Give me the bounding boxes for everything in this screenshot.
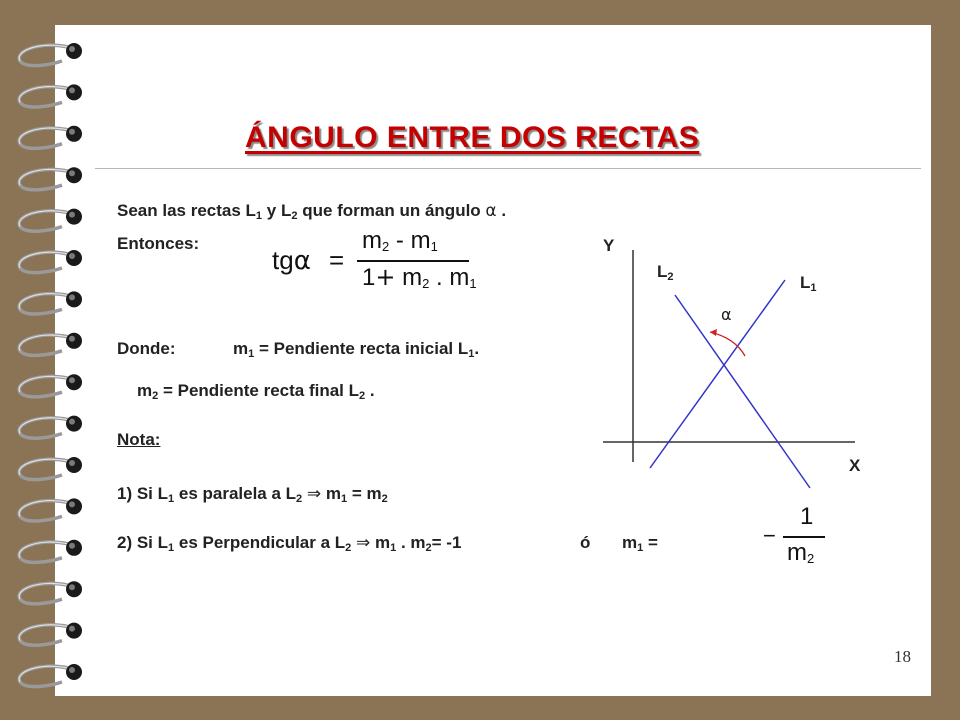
subscript: 2 xyxy=(425,542,432,554)
l-letter: L xyxy=(800,273,811,292)
subscript: 1 xyxy=(341,493,348,505)
m-var: m xyxy=(622,533,638,552)
x-axis-label: X xyxy=(849,456,861,475)
item-text: m xyxy=(370,533,391,552)
m-var: m xyxy=(233,339,249,358)
binding-ring xyxy=(19,333,82,356)
subscript: 2 xyxy=(381,493,388,505)
m1-equals xyxy=(622,533,658,553)
tangent-formula xyxy=(272,225,477,295)
m-var: m xyxy=(787,539,807,566)
def-text: = Pendiente recta inicial L xyxy=(254,339,469,358)
binding-ring xyxy=(19,250,82,273)
subscript: 1 xyxy=(390,542,397,554)
one-digit: 1 xyxy=(362,264,376,291)
binding-ring xyxy=(19,84,82,107)
binding-ring xyxy=(19,374,82,397)
minus-m1: - m xyxy=(389,227,431,254)
binding-ring xyxy=(19,581,82,604)
item-text: m xyxy=(321,484,341,503)
alpha-symbol: α xyxy=(485,201,497,221)
item-text: es Perpendicular a L xyxy=(174,533,346,552)
subscript: 2 xyxy=(422,276,430,291)
intro-text-1: Sean las rectas L xyxy=(117,201,256,220)
nota-label: Nota: xyxy=(117,430,161,449)
item-text: es paralela a L xyxy=(174,484,297,503)
page-title: ÁNGULO ENTRE DOS RECTAS xyxy=(245,121,700,154)
note-item-1 xyxy=(117,484,388,504)
tg-text: tg xyxy=(272,245,294,275)
subscript: 1 xyxy=(430,239,438,254)
l1-label xyxy=(800,273,817,293)
subscript: 2 xyxy=(807,551,815,566)
line-l1 xyxy=(650,280,785,468)
page-number: 18 xyxy=(894,647,911,666)
subscript: 1 xyxy=(637,542,644,554)
equals-sign: = xyxy=(329,245,345,275)
lines-diagram xyxy=(595,230,895,490)
formula-numerator xyxy=(362,227,438,255)
binding-ring xyxy=(19,209,82,232)
binding-ring xyxy=(19,416,82,439)
item-text: = -1 xyxy=(431,533,462,552)
binding-ring xyxy=(19,623,82,646)
m1-definition xyxy=(233,339,479,359)
item-text: = m xyxy=(347,484,382,503)
subscript: 2 xyxy=(296,493,303,505)
or-text: ó xyxy=(580,533,591,552)
dot-m1: . m xyxy=(429,264,470,291)
y-axis-label: Y xyxy=(603,236,615,255)
m2-var: m xyxy=(395,264,423,291)
binding-ring xyxy=(19,664,82,687)
implies-symbol: ⇒ xyxy=(306,484,322,504)
m-var: m xyxy=(137,381,153,400)
def-end: . xyxy=(365,381,375,400)
item-text: 1) Si L xyxy=(117,484,169,503)
subscript: 1 xyxy=(248,348,255,360)
line-l2 xyxy=(675,295,810,488)
subscript: 1 xyxy=(469,276,477,291)
l2-label xyxy=(657,262,674,282)
def-text: = Pendiente recta final L xyxy=(158,381,360,400)
slide-page xyxy=(55,25,931,696)
subscript: 2 xyxy=(382,239,390,254)
subscript: 2 xyxy=(345,542,352,554)
angle-arrowhead xyxy=(710,329,717,336)
item-text: . m xyxy=(396,533,426,552)
fraction-bar xyxy=(357,260,469,262)
note-item-2 xyxy=(117,533,461,553)
binding-ring xyxy=(19,43,82,66)
plus-sign: + xyxy=(375,263,396,291)
intro-text-4: . xyxy=(496,201,507,220)
item-text: 2) Si L xyxy=(117,533,169,552)
intro-line xyxy=(117,201,506,221)
binding-ring xyxy=(19,167,82,190)
intro-text-3: que forman un ángulo xyxy=(297,201,486,220)
subscript: 2 xyxy=(667,271,674,283)
minus-sign: − xyxy=(763,523,776,548)
binding-ring xyxy=(19,291,82,314)
subscript: 2 xyxy=(152,390,159,402)
binding-ring xyxy=(19,540,82,563)
binding-ring xyxy=(19,498,82,521)
m2-var: m xyxy=(362,227,382,254)
subscript: 2 xyxy=(359,390,366,402)
fraction-numerator: 1 xyxy=(800,503,814,530)
subscript: 1 xyxy=(168,542,175,554)
alpha-symbol: α xyxy=(293,246,311,276)
m2-definition xyxy=(137,381,375,401)
fraction-denominator xyxy=(787,539,814,567)
l-letter: L xyxy=(657,262,668,281)
subscript: 1 xyxy=(810,282,817,294)
implies-symbol: ⇒ xyxy=(356,533,371,553)
equals-text: = xyxy=(643,533,658,552)
subscript: 1 xyxy=(168,493,175,505)
title-divider xyxy=(95,168,921,169)
angle-alpha-label: α xyxy=(721,305,732,324)
intro-text-2: y L xyxy=(262,201,292,220)
formula-denominator xyxy=(362,263,477,292)
subscript: 1 xyxy=(255,210,263,222)
donde-label: Donde: xyxy=(117,339,176,358)
def-end: . xyxy=(474,339,480,358)
subscript: 2 xyxy=(291,210,298,222)
negative-reciprocal-formula xyxy=(763,503,823,573)
entonces-label: Entonces: xyxy=(117,234,200,253)
binding-ring xyxy=(19,126,82,149)
binding-ring xyxy=(19,457,82,480)
subscript: 1 xyxy=(468,348,475,360)
fraction-bar xyxy=(783,536,825,538)
